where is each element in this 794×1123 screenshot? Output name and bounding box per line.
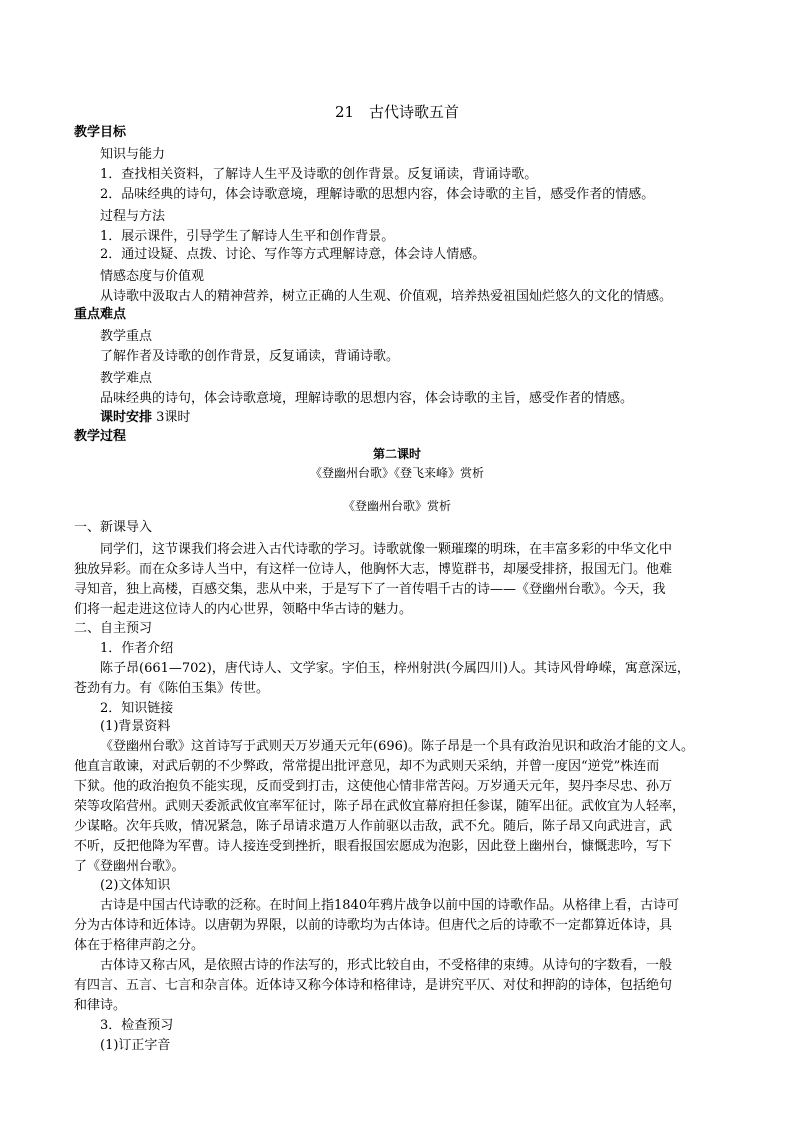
heading-intro: 一、新课导入 xyxy=(74,520,153,535)
section-heading-key: 重点难点 xyxy=(74,307,127,322)
paragraph-line: 从诗歌中汲取古人的精神营养，树立正确的人生观、价值观，培养热爱祖国灿烂悠久的文化的情感。 xyxy=(100,289,673,304)
paragraph-line: 同学们，这节课我们将会进入古代诗歌的学习。诗歌就像一颗璀璨的明珠，在丰富多彩的中华文化中 xyxy=(100,542,673,557)
heading-background: (1)背景资料 xyxy=(100,719,171,734)
paragraph-line: 荣等攻陷营州。武则天委派武攸宜率军征讨，陈子昂在武攸宜幕府担任参谋，随军出征。武攸宜为人轻率， xyxy=(74,799,686,814)
paragraph-line: 和律诗。 xyxy=(74,998,127,1013)
paragraph-line: 2．品味经典的诗句，体会诗歌意境，理解诗歌的思想内容，体会诗歌的主旨，感受作者的情感。 xyxy=(100,187,655,202)
paragraph-line: 古体诗又称古风，是依照古诗的作法写的，形式比较自由，不受格律的束缚。从诗句的字数看，一般 xyxy=(100,958,673,973)
paragraph-line: 古诗是中国古代诗歌的泛称。在时间上指1840年鸦片战争以前中国的诗歌作品。从格律上看，古诗可 xyxy=(100,898,680,913)
paragraph-line: 们将一起走进这位诗人的内心世界，领略中华古诗的魅力。 xyxy=(74,602,413,617)
paragraph-line: 体在于格律声韵之分。 xyxy=(74,938,205,953)
schedule-line xyxy=(100,409,190,426)
paragraph-line: 品味经典的诗句，体会诗歌意境，理解诗歌的思想内容，体会诗歌的主旨，感受作者的情感。 xyxy=(100,391,634,406)
paragraph-line: 陈子昂(661—702)，唐代诗人、文学家。字伯玉，梓州射洪(今属四川)人。其诗风骨峥嵘，寓意深远， xyxy=(100,661,690,676)
paragraph-line: 苍劲有力。有《陈伯玉集》传世。 xyxy=(74,681,270,696)
heading-preview: 二、自主预习 xyxy=(74,621,153,636)
lesson-subtitle: 《登幽州台歌》《登飞来峰》赏析 xyxy=(309,466,484,480)
heading-author: 1．作者介绍 xyxy=(100,641,174,656)
subheading-emotion: 情感态度与价值观 xyxy=(100,269,205,284)
heading-genre: (2)文体知识 xyxy=(100,878,171,893)
paragraph-line: 分为古体诗和近体诗。以唐朝为界限，以前的诗歌均为古体诗。但唐代之后的诗歌不一定都算近体诗，具 xyxy=(74,918,673,933)
paragraph-line: 他直言敢谏，对武后朝的不少弊政，常常提出批评意见，却不为武则天采纳，并曾一度因“逆党”株连而 xyxy=(74,759,660,774)
lesson-label: 第二课时 xyxy=(372,447,421,461)
heading-link: 2．知识链接 xyxy=(100,701,174,716)
section-heading-process: 教学过程 xyxy=(74,429,127,444)
page-title: 21 古代诗歌五首 xyxy=(334,103,460,121)
paragraph-line: 了解作者及诗歌的创作背景，反复诵读，背诵诗歌。 xyxy=(100,349,400,364)
paragraph-line: 1．查找相关资料，了解诗人生平及诗歌的创作背景。反复诵读，背诵诗歌。 xyxy=(100,167,538,182)
schedule-value: 3课时 xyxy=(156,410,191,425)
paragraph-line: 独放异彩。而在众多诗人当中，有这样一位诗人，他胸怀大志，博览群书，却屡受排挤，报国无门。他难 xyxy=(74,562,673,577)
paragraph-line: 1．展示课件，引导学生了解诗人生平和创作背景。 xyxy=(100,229,395,244)
paragraph-line: 有四言、五言、七言和杂言体。近体诗又称今体诗和格律诗，是讲究平仄、对仗和押韵的诗体，包括绝句 xyxy=(74,978,673,993)
heading-pronunciation: (1)订正字音 xyxy=(100,1038,171,1053)
schedule-label: 课时安排 xyxy=(100,410,153,425)
paragraph-line: 下狱。他的政治抱负不能实现，反而受到打击，这使他心情非常苦闷。万岁通天元年，契丹李尽忠、孙万 xyxy=(74,779,673,794)
paragraph-line: 了《登幽州台歌》。 xyxy=(74,859,185,874)
section-title: 《登幽州台歌》赏析 xyxy=(342,499,451,513)
paragraph-line: 《登幽州台歌》这首诗写于武则天万岁通天元年(696)。陈子昂是一个具有政治见识和政治才能的文人。 xyxy=(100,739,694,754)
paragraph-line: 寻知音，独上高楼，百感交集，悲从中来，于是写下了一首传唱千古的诗——《登幽州台歌》。今天，我 xyxy=(74,582,666,597)
heading-check: 3．检查预习 xyxy=(100,1018,174,1033)
subheading-difficulty: 教学难点 xyxy=(100,371,153,386)
subheading-focus: 教学重点 xyxy=(100,329,153,344)
paragraph-line: 少谋略。次年兵败，情况紧急，陈子昂请求遣万人作前驱以击敌，武不允。随后，陈子昂又向武进言，武 xyxy=(74,819,673,834)
paragraph-line: 不听，反把他降为军曹。诗人接连受到挫折，眼看报国宏愿成为泡影，因此登上幽州台，慷慨悲吟，写下 xyxy=(74,839,673,854)
subheading-knowledge: 知识与能力 xyxy=(100,147,166,162)
section-heading-goals: 教学目标 xyxy=(74,125,127,140)
paragraph-line: 2．通过设疑、点拨、讨论、写作等方式理解诗意，体会诗人情感。 xyxy=(100,247,486,262)
subheading-process: 过程与方法 xyxy=(100,209,166,224)
